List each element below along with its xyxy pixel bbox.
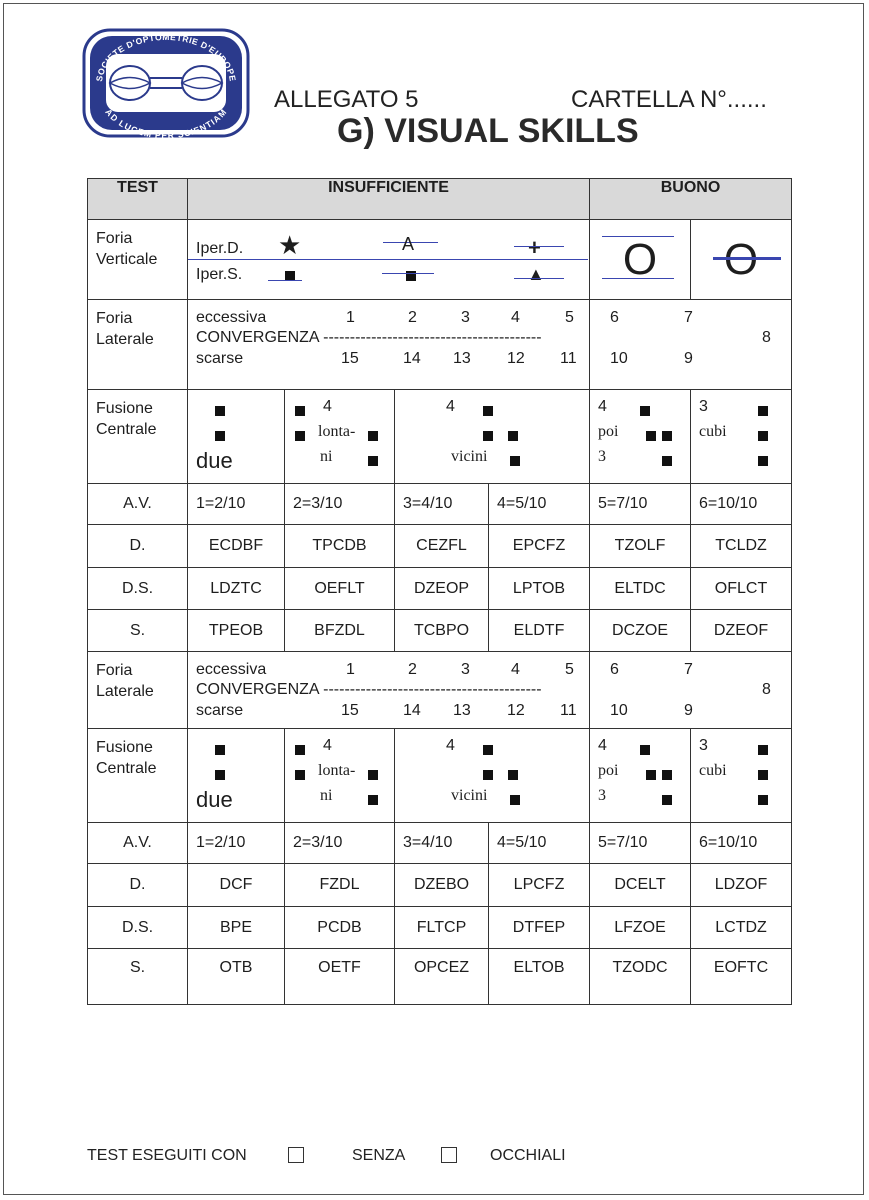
letters-cell: DCF bbox=[188, 864, 285, 907]
allegato-label: ALLEGATO 5 bbox=[274, 86, 419, 113]
num: 4 bbox=[511, 661, 520, 678]
num: 2 bbox=[408, 309, 417, 326]
square-icon bbox=[758, 745, 768, 755]
convergenza-label: CONVERGENZA ----------------------------------------- bbox=[196, 681, 542, 698]
square-icon bbox=[368, 795, 378, 805]
av-value: 2=3/10 bbox=[285, 823, 395, 864]
foria-verticale-buono-2 bbox=[691, 220, 792, 300]
av-value: 4=5/10 bbox=[489, 823, 590, 864]
letters-cell: DZEOP bbox=[395, 568, 489, 610]
row-label-ds: D.S. bbox=[88, 907, 188, 949]
letters-cell: TCLDZ bbox=[691, 525, 792, 568]
letters-cell: ELDTF bbox=[489, 610, 590, 652]
table-row bbox=[88, 864, 792, 907]
letters-cell: ECDBF bbox=[188, 525, 285, 568]
square-icon bbox=[295, 431, 305, 441]
eccessiva-label: eccessiva bbox=[196, 661, 267, 678]
table-row bbox=[88, 949, 792, 1005]
ink-line bbox=[514, 278, 564, 279]
num: 10 bbox=[610, 350, 628, 367]
header-test: TEST bbox=[88, 179, 188, 220]
fusione-cubi-cell bbox=[691, 729, 792, 823]
star-icon: ★ bbox=[278, 230, 302, 260]
foria-laterale-insufficiente bbox=[188, 652, 590, 729]
num: 8 bbox=[762, 681, 771, 698]
square-icon bbox=[406, 268, 416, 286]
due-label: due bbox=[196, 787, 233, 812]
foria-verticale-label: Foria Verticale bbox=[88, 220, 188, 300]
square-icon bbox=[295, 745, 305, 755]
svg-text:SOCIETE D'OPTOMETRIE D'EUROPE: SOCIETE D'OPTOMETRIE D'EUROPE bbox=[94, 31, 238, 83]
page-title: G) VISUAL SKILLS bbox=[337, 112, 639, 150]
letters-cell: FLTCP bbox=[395, 907, 489, 949]
av-value: 5=7/10 bbox=[590, 484, 691, 525]
av-value: 6=10/10 bbox=[691, 823, 792, 864]
foria-laterale-label: Foria Laterale bbox=[88, 652, 188, 729]
lontani-label: lonta- bbox=[318, 423, 356, 440]
num-4: 4 bbox=[598, 737, 607, 754]
table-header-row bbox=[88, 179, 792, 220]
av-value: 1=2/10 bbox=[188, 484, 285, 525]
av-value: 4=5/10 bbox=[489, 484, 590, 525]
ink-horizontal-line bbox=[188, 259, 588, 260]
fusione-centrale-label: Fusione Centrale bbox=[88, 729, 188, 823]
num: 14 bbox=[403, 702, 421, 719]
ink-strike bbox=[713, 257, 781, 260]
ink-underline bbox=[268, 280, 302, 281]
square-icon bbox=[508, 770, 518, 780]
senza-label: SENZA bbox=[352, 1147, 406, 1164]
fusione-due-cell bbox=[188, 729, 285, 823]
table-row bbox=[88, 610, 792, 652]
letters-cell: OFLCT bbox=[691, 568, 792, 610]
letter-a: A bbox=[402, 234, 415, 254]
num: 9 bbox=[684, 702, 693, 719]
fusione-vicini-cell bbox=[395, 390, 590, 484]
num: 11 bbox=[560, 702, 577, 719]
eccessiva-label: eccessiva bbox=[196, 309, 267, 326]
square-icon bbox=[510, 795, 520, 805]
num: 8 bbox=[762, 329, 771, 346]
lontani-label-2: ni bbox=[320, 448, 333, 465]
square-icon bbox=[508, 431, 518, 441]
society-logo bbox=[82, 28, 250, 138]
letters-cell: TPCDB bbox=[285, 525, 395, 568]
letter-o: O bbox=[622, 234, 658, 284]
square-icon bbox=[640, 406, 650, 416]
av-value: 5=7/10 bbox=[590, 823, 691, 864]
ink-line bbox=[514, 246, 564, 247]
row-label-ds: D.S. bbox=[88, 568, 188, 610]
square-icon bbox=[215, 406, 225, 416]
scarse-label: scarse bbox=[196, 350, 244, 367]
square-icon bbox=[483, 770, 493, 780]
num: 11 bbox=[560, 350, 577, 367]
iper-d-label: Iper.D. bbox=[196, 240, 244, 257]
letters-cell: DZEBO bbox=[395, 864, 489, 907]
square-icon bbox=[758, 795, 768, 805]
square-icon bbox=[758, 456, 768, 466]
num-4: 4 bbox=[446, 398, 455, 415]
num: 5 bbox=[565, 661, 574, 678]
senza-occhiali-checkbox[interactable] bbox=[441, 1147, 457, 1163]
square-icon bbox=[758, 406, 768, 416]
av-value: 3=4/10 bbox=[395, 823, 489, 864]
num: 14 bbox=[403, 350, 421, 367]
occhiali-label: OCCHIALI bbox=[490, 1147, 566, 1164]
num-3: 3 bbox=[598, 448, 607, 465]
letters-cell: OPCEZ bbox=[395, 949, 489, 1005]
cubi-label: cubi bbox=[699, 762, 727, 779]
lontani-label-2: ni bbox=[320, 787, 333, 804]
letters-cell: OEFLT bbox=[285, 568, 395, 610]
test-eseguiti-label: TEST ESEGUITI CON bbox=[87, 1147, 247, 1164]
num: 3 bbox=[461, 309, 470, 326]
letters-cell: LPTOB bbox=[489, 568, 590, 610]
fusione-lontani-cell bbox=[285, 390, 395, 484]
letters-cell: BPE bbox=[188, 907, 285, 949]
letters-cell: LFZOE bbox=[590, 907, 691, 949]
num: 6 bbox=[610, 309, 619, 326]
square-icon bbox=[215, 431, 225, 441]
vicini-label: vicini bbox=[451, 448, 488, 465]
letters-cell: LPCFZ bbox=[489, 864, 590, 907]
fusione-poi-cell bbox=[590, 390, 691, 484]
num: 1 bbox=[346, 661, 355, 678]
letters-cell: ELTOB bbox=[489, 949, 590, 1005]
fusione-centrale-row bbox=[88, 390, 792, 484]
letters-cell: LDZTC bbox=[188, 568, 285, 610]
row-label-s: S. bbox=[88, 610, 188, 652]
foria-laterale-label: Foria Laterale bbox=[88, 300, 188, 390]
square-icon bbox=[646, 431, 656, 441]
letters-cell: DCZOE bbox=[590, 610, 691, 652]
letter-o: O bbox=[723, 234, 759, 284]
num-4: 4 bbox=[598, 398, 607, 415]
square-icon bbox=[483, 406, 493, 416]
num: 9 bbox=[684, 350, 693, 367]
square-icon bbox=[215, 770, 225, 780]
fusione-centrale-row bbox=[88, 729, 792, 823]
num: 1 bbox=[346, 309, 355, 326]
header-buono: BUONO bbox=[590, 179, 792, 220]
iper-s-label: Iper.S. bbox=[196, 266, 243, 283]
foria-verticale-buono-1 bbox=[590, 220, 691, 300]
foria-laterale-row bbox=[88, 300, 792, 390]
fusione-lontani-cell bbox=[285, 729, 395, 823]
num: 3 bbox=[461, 661, 470, 678]
letters-cell: TCBPO bbox=[395, 610, 489, 652]
fusione-centrale-label: Fusione Centrale bbox=[88, 390, 188, 484]
row-label-d: D. bbox=[88, 864, 188, 907]
av-value: 6=10/10 bbox=[691, 484, 792, 525]
letters-cell: LDZOF bbox=[691, 864, 792, 907]
av-row bbox=[88, 484, 792, 525]
cubi-label: cubi bbox=[699, 423, 727, 440]
num: 15 bbox=[341, 702, 359, 719]
num: 12 bbox=[507, 702, 525, 719]
num: 13 bbox=[453, 350, 471, 367]
visual-skills-table bbox=[87, 178, 792, 1005]
letters-cell: OETF bbox=[285, 949, 395, 1005]
scarse-label: scarse bbox=[196, 702, 244, 719]
row-label-d: D. bbox=[88, 525, 188, 568]
row-label-s: S. bbox=[88, 949, 188, 1005]
square-icon bbox=[295, 406, 305, 416]
ink-line bbox=[382, 273, 434, 274]
num: 13 bbox=[453, 702, 471, 719]
poi-label: poi bbox=[598, 423, 619, 440]
num-3: 3 bbox=[598, 787, 607, 804]
square-icon bbox=[646, 770, 656, 780]
letters-cell: TZOLF bbox=[590, 525, 691, 568]
num: 2 bbox=[408, 661, 417, 678]
square-icon bbox=[285, 268, 295, 286]
letters-cell: DZEOF bbox=[691, 610, 792, 652]
letters-cell: EPCFZ bbox=[489, 525, 590, 568]
triangle-icon: ▲ bbox=[527, 264, 545, 284]
num: 7 bbox=[684, 661, 693, 678]
foria-verticale-row bbox=[88, 220, 792, 300]
num-4: 4 bbox=[323, 737, 332, 754]
av-label: A.V. bbox=[88, 823, 188, 864]
num-4: 4 bbox=[323, 398, 332, 415]
square-icon bbox=[662, 770, 672, 780]
av-row bbox=[88, 823, 792, 864]
ink-line bbox=[602, 278, 674, 279]
num: 7 bbox=[684, 309, 693, 326]
header-insufficiente: INSUFFICIENTE bbox=[188, 179, 590, 220]
av-value: 2=3/10 bbox=[285, 484, 395, 525]
ink-line bbox=[602, 236, 674, 237]
foria-laterale-insufficiente bbox=[188, 300, 590, 390]
num: 4 bbox=[511, 309, 520, 326]
square-icon bbox=[215, 745, 225, 755]
plus-icon: + bbox=[528, 235, 541, 260]
foria-laterale-buono bbox=[590, 652, 792, 729]
num-3: 3 bbox=[699, 737, 708, 754]
letters-cell: CEZFL bbox=[395, 525, 489, 568]
square-icon bbox=[758, 431, 768, 441]
num: 15 bbox=[341, 350, 359, 367]
letters-cell: FZDL bbox=[285, 864, 395, 907]
convergenza-label: CONVERGENZA ----------------------------------------- bbox=[196, 329, 542, 346]
square-icon bbox=[368, 456, 378, 466]
num-4: 4 bbox=[446, 737, 455, 754]
foria-laterale-buono bbox=[590, 300, 792, 390]
letters-cell: DTFEP bbox=[489, 907, 590, 949]
cartella-label: CARTELLA N°...... bbox=[571, 86, 767, 113]
square-icon bbox=[510, 456, 520, 466]
letters-cell: ELTDC bbox=[590, 568, 691, 610]
av-label: A.V. bbox=[88, 484, 188, 525]
letters-cell: PCDB bbox=[285, 907, 395, 949]
num: 5 bbox=[565, 309, 574, 326]
fusione-due-cell bbox=[188, 390, 285, 484]
svg-text:AD LUCEM PER SCIENTIAM: AD LUCEM PER SCIENTIAM bbox=[103, 106, 229, 138]
vicini-label: vicini bbox=[451, 787, 488, 804]
poi-label: poi bbox=[598, 762, 619, 779]
square-icon bbox=[483, 745, 493, 755]
square-icon bbox=[662, 795, 672, 805]
table-row bbox=[88, 525, 792, 568]
lontani-label: lonta- bbox=[318, 762, 356, 779]
table-row bbox=[88, 907, 792, 949]
letters-cell: EOFTC bbox=[691, 949, 792, 1005]
foria-verticale-insufficiente bbox=[188, 220, 590, 300]
num: 6 bbox=[610, 661, 619, 678]
fusione-poi-cell bbox=[590, 729, 691, 823]
square-icon bbox=[295, 770, 305, 780]
letters-cell: TPEOB bbox=[188, 610, 285, 652]
square-icon bbox=[368, 770, 378, 780]
table-row bbox=[88, 568, 792, 610]
square-icon bbox=[758, 770, 768, 780]
letters-cell: TZODC bbox=[590, 949, 691, 1005]
num-3: 3 bbox=[699, 398, 708, 415]
letters-cell: DCELT bbox=[590, 864, 691, 907]
foria-laterale-row bbox=[88, 652, 792, 729]
square-icon bbox=[483, 431, 493, 441]
num: 10 bbox=[610, 702, 628, 719]
square-icon bbox=[640, 745, 650, 755]
fusione-cubi-cell bbox=[691, 390, 792, 484]
con-occhiali-checkbox[interactable] bbox=[288, 1147, 304, 1163]
square-icon bbox=[662, 456, 672, 466]
av-value: 3=4/10 bbox=[395, 484, 489, 525]
square-icon bbox=[368, 431, 378, 441]
av-value: 1=2/10 bbox=[188, 823, 285, 864]
fusione-vicini-cell bbox=[395, 729, 590, 823]
num: 12 bbox=[507, 350, 525, 367]
letters-cell: OTB bbox=[188, 949, 285, 1005]
letters-cell: BFZDL bbox=[285, 610, 395, 652]
due-label: due bbox=[196, 448, 233, 473]
letters-cell: LCTDZ bbox=[691, 907, 792, 949]
square-icon bbox=[662, 431, 672, 441]
